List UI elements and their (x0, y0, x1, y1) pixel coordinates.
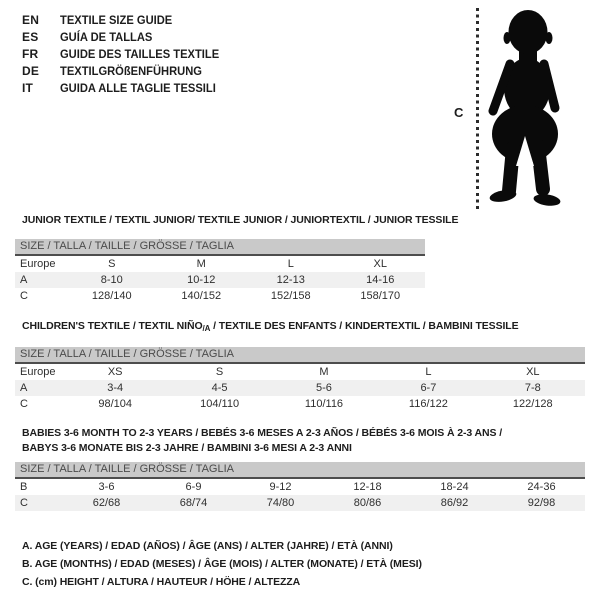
table-cell: 3-6 (98, 481, 115, 493)
language-row-fr (22, 46, 231, 63)
table-cell: 116/122 (408, 398, 448, 410)
row-label: A (20, 382, 28, 394)
babies-section-title (22, 426, 502, 456)
table-cell: 18-24 (440, 481, 469, 493)
table-cell: 104/110 (200, 398, 240, 410)
table-cell: 6-7 (420, 382, 437, 394)
language-title: TEXTILGRÖßENFÜHRUNG (60, 64, 202, 78)
language-row-it (22, 80, 231, 97)
age-years-row (15, 272, 425, 288)
language-row-de (22, 63, 231, 80)
table-cell: 62/68 (92, 497, 121, 509)
footnote-b-age-months: B. AGE (MONTHS) / EDAD (MESES) / ÂGE (MOIS) / ALTER (MONATE) / ETÀ (MESI) (22, 558, 422, 570)
language-list (22, 12, 231, 97)
row-label: B (20, 481, 28, 493)
europe-sizes-row (15, 364, 585, 380)
table-cell: 12-18 (353, 481, 382, 493)
size-col-header: L (287, 258, 294, 270)
row-label: C (20, 290, 28, 302)
row-label: A (20, 274, 28, 286)
table-cell: 4-5 (211, 382, 228, 394)
table-cell: 12-13 (276, 274, 305, 286)
babies-title-line1: BABIES 3-6 MONTH TO 2-3 YEARS / BEBÉS 3-6 MESES A 2-3 AÑOS / BÉBÉS 3-6 MOIS À 2-3 ANS / (22, 427, 503, 439)
table-cell: 140/152 (181, 290, 222, 302)
table-cell: 122/128 (512, 398, 553, 410)
size-header-bar: SIZE / TALLA / TAILLE / GRÖSSE / TAGLIA (15, 239, 425, 256)
size-col-header: S (108, 258, 116, 270)
language-code: IT (22, 81, 34, 95)
row-label: Europe (20, 366, 56, 378)
height-dotted-line (476, 8, 479, 212)
table-cell: 68/74 (179, 497, 208, 509)
size-col-header: M (319, 366, 329, 378)
size-header-bar: SIZE / TALLA / TAILLE / GRÖSSE / TAGLIA (15, 347, 585, 364)
babies-size-table (15, 462, 585, 511)
table-cell: 80/86 (353, 497, 382, 509)
footnote-a-age-years: A. AGE (YEARS) / EDAD (AÑOS) / ÂGE (ANS) / ALTER (JAHRE) / ETÀ (ANNI) (22, 540, 393, 552)
table-cell: 24-36 (527, 481, 556, 493)
size-col-header: S (215, 366, 224, 378)
size-col-header: XL (373, 258, 387, 270)
footnote-c-height: C. (cm) HEIGHT / ALTURA / HAUTEUR / HÖHE / ALTEZZA (22, 576, 301, 588)
table-cell: 98/104 (98, 398, 133, 410)
row-label: C (20, 497, 28, 509)
language-title: GUIDA ALLE TAGLIE TESSILI (60, 81, 216, 95)
table-cell: 9-12 (269, 481, 292, 493)
table-cell: 3-4 (107, 382, 124, 394)
age-years-row (15, 380, 585, 396)
babies-title-line2: BABYS 3-6 MONATE BIS 2-3 JAHRE / BAMBINI 3-6 MESI A 2-3 ANNI (22, 442, 352, 454)
size-col-header: XS (107, 366, 123, 378)
row-label: Europe (20, 258, 56, 270)
language-title: GUÍA DE TALLAS (60, 30, 153, 44)
children-size-table (15, 347, 585, 412)
children-title-text: / TEXTILE DES ENFANTS / KINDERTEXTIL / BAMBINI TESSILE (210, 320, 519, 332)
children-title-text: CHILDREN'S TEXTILE / TEXTIL NIÑO (22, 320, 203, 332)
row-label: C (20, 398, 28, 410)
legend-footnotes (22, 537, 422, 591)
europe-sizes-row (15, 256, 425, 272)
language-row-es (22, 29, 231, 46)
table-cell: 10-12 (187, 274, 216, 286)
age-months-row (15, 479, 585, 495)
children-title-subscript: /A (202, 324, 211, 333)
table-cell: 14-16 (366, 274, 395, 286)
children-section-title (22, 319, 519, 336)
size-col-header: M (196, 258, 206, 270)
language-code: EN (22, 13, 40, 27)
height-cm-row (15, 396, 585, 412)
table-cell: 7-8 (524, 382, 541, 394)
height-cm-row (15, 288, 425, 304)
table-cell: 86/92 (440, 497, 469, 509)
height-cm-row (15, 495, 585, 511)
junior-size-table (15, 239, 425, 304)
table-cell: 92/98 (527, 497, 556, 509)
table-cell: 110/116 (304, 398, 344, 410)
table-cell: 6-9 (185, 481, 202, 493)
language-code: DE (22, 64, 40, 78)
size-col-header: XL (526, 366, 540, 378)
height-label-c: C (454, 105, 464, 120)
size-col-header: L (425, 366, 432, 378)
language-title: TEXTILE SIZE GUIDE (60, 13, 173, 27)
junior-section-title: JUNIOR TEXTILE / TEXTIL JUNIOR/ TEXTILE JUNIOR / JUNIORTEXTIL / JUNIOR TESSILE (22, 214, 459, 226)
table-cell: 158/170 (360, 290, 401, 302)
table-cell: 74/80 (266, 497, 295, 509)
size-header-bar: SIZE / TALLA / TAILLE / GRÖSSE / TAGLIA (15, 462, 585, 479)
table-cell: 152/158 (270, 290, 311, 302)
language-code: FR (22, 47, 39, 61)
table-cell: 5-6 (316, 382, 332, 394)
baby-silhouette-icon (483, 8, 567, 206)
language-row-en (22, 12, 231, 29)
table-cell: 8-10 (100, 274, 123, 286)
language-code: ES (22, 30, 39, 44)
language-title: GUIDE DES TAILLES TEXTILE (60, 47, 220, 61)
table-cell: 128/140 (91, 290, 132, 302)
